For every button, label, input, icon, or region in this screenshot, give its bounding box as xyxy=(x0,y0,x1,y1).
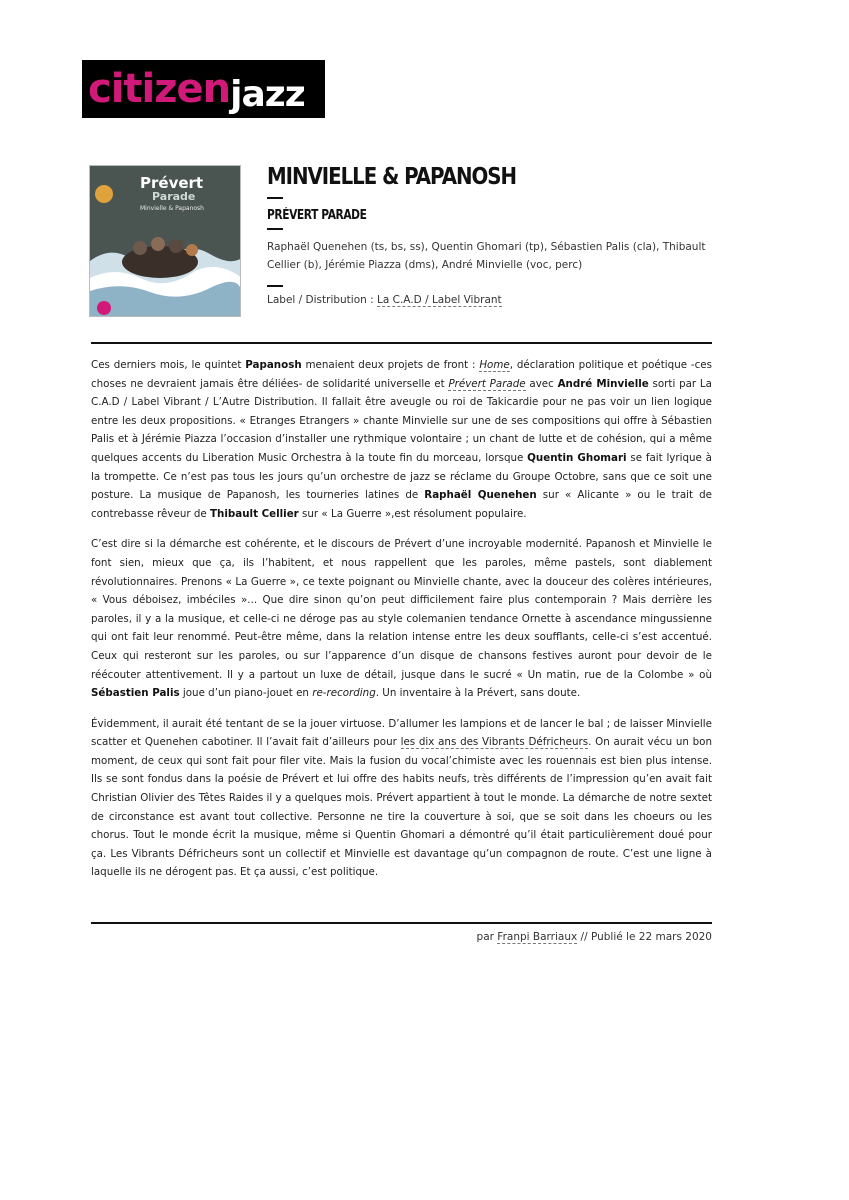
bold-name: Thibault Cellier xyxy=(210,507,299,520)
personnel-list: Raphaël Quenehen (ts, bs, ss), Quentin Ghomari (tp), Sébastien Palis (cla), Thibault Cellier (b), Jérémie Piazza (dms), André Minvielle (voc, perc) xyxy=(267,241,706,271)
text: sur « La Guerre »,est résolument populaire. xyxy=(298,507,527,520)
link-prevert-parade[interactable]: Prévert Parade xyxy=(448,377,526,390)
title-dash xyxy=(267,197,283,199)
text: . On aurait vécu un bon moment, de ceux qui sont fait pour filer vite. Mais la fusion du vocal’chimiste avec les rouennais est bien plus intense. Ils se sont fondus dans la poésie de Prévert et lui offre des habits neufs, très différents de l’impression qu’en avait fait Christian Olivier des Têtes Raides il y a quelques mois. Prévert appartient à tout le monde. La démarche de notre sextet de circonstance est avant tout collective. Personne ne tire la couverture à soi, que se soit dans les choeurs ou les chorus. Tout le monde écrit la musique, même si Quentin Ghomari a démontré qu’il était particulièrement doué pour ça. Les Vibrants Défricheurs sont un collectif et Minvielle est davantage qu’un compagnon de route. C’est une ligne à laquelle ils ne dérogent pas. Et ça aussi, c’est politique. xyxy=(91,736,713,879)
site-logo[interactable] xyxy=(82,60,325,118)
byline-prefix: par xyxy=(476,931,498,943)
author-link[interactable]: Franpi Barriaux xyxy=(497,931,578,943)
byline xyxy=(477,931,712,943)
link-vibrants-defricheurs[interactable]: les dix ans des Vibrants Défricheurs xyxy=(400,736,589,749)
label-prefix: Label / Distribution : xyxy=(267,294,378,306)
publish-date: // Publié le 22 mars 2020 xyxy=(577,931,712,943)
text: sorti par La C.A.D / Label Vibrant / L’Autre Distribution. Il fallait être aveugle ou roi de Takicardie pour ne pas voir un lien logique entre les deux propositions. « Etranges Etrangers » chante Minvielle sur une de ses compositions qui offre à Sébastien Palis et à Jérémie Piazza l’occasion d’installer une rythmique volontaire ; un chant de lutte et de cohésion, qui a même quelques accents du Liberation Music Orchestra à la toute fin du morceau, lorsque xyxy=(91,377,712,464)
text: C’est dire si la démarche est cohérente, et le discours de Prévert d’une incroyable modernité. Papanosh et Minvielle le font sien, mieux que ça, ils l’habitent, et nous rappellent que les paroles, même pastels, sont diablement révolutionnaires. Prenons « La Guerre », ce texte poignant ou Minvielle chante, avec la douceur des colères intérieures, « Vous déboisez, imbéciles »... Que dire sinon qu’on peut difficilement faire plus contemporain ? Mais derrière les paroles, il y a la musique, et celle-ci ne déroge pas au style colemanien tendance Ornette à ascendance mingussienne qui ont fait leur renommé. Peut-être même, dans la relation intense entre les deux soufflants, celle-ci s’est accentué. Ceux qui resteront sur les paroles, ou sur l’apparence d’un disque de chansons festives auront pour devoir de le réécouter attentivement. Il y a partout un luxe de détail, jusque dans le sucré « Un matin, rue de la Colombe » où xyxy=(91,538,712,681)
text: se fait lyrique à la trompette. Ce n’est pas tous les jours qu’un orchestre de jazz se réclame du Groupe Octobre, sans que ce soit une posture. La musique de Papanosh, les tourneries latines de xyxy=(91,451,712,502)
article-paragraph-3 xyxy=(91,715,712,882)
personnel-dash xyxy=(267,285,283,287)
label-distribution xyxy=(267,294,502,306)
bold-name: André Minvielle xyxy=(557,377,649,390)
bold-name: Raphaël Quenehen xyxy=(424,489,537,502)
text: , déclaration politique et poétique -ces choses ne devraient jamais être déliées- de solidarité universelle et xyxy=(91,359,712,390)
album-title: PRÉVERT PARADE xyxy=(267,208,367,223)
subtitle-dash xyxy=(267,228,283,230)
article-body xyxy=(91,356,712,894)
logo-text-jazz: jazz xyxy=(230,74,305,115)
text: avec xyxy=(525,377,558,390)
italic-term: re-recording xyxy=(312,687,376,700)
article-paragraph-2 xyxy=(91,535,712,702)
album-cover-subtitle: Parade xyxy=(152,190,196,203)
article-paragraph-1 xyxy=(91,356,712,523)
text: menaient deux projets de front : xyxy=(301,359,480,371)
label-link[interactable]: La C.A.D / Label Vibrant xyxy=(377,294,502,306)
album-artist-title: MINVIELLE & PAPANOSH xyxy=(267,164,517,190)
header-divider xyxy=(91,342,712,344)
text: . Un inventaire à la Prévert, sans doute. xyxy=(375,687,581,700)
bold-name: Sébastien Palis xyxy=(91,687,180,700)
footer-divider xyxy=(91,922,712,924)
text: Ces derniers mois, le quintet xyxy=(91,359,246,371)
text: joue d’un piano-jouet en xyxy=(179,687,313,700)
logo-text-citizen: citizen xyxy=(88,66,231,112)
text: sur « Alicante » ou le trait de contrebasse rêveur de xyxy=(91,489,713,520)
album-cover-title: Prévert xyxy=(140,174,204,192)
text: Évidemment, il aurait été tentant de se la jouer virtuose. D’allumer les lampions et de lancer le bal ; de laisser Minvielle scatter et Quenehen cabotiner. Il l’avait fait d’ailleurs pour xyxy=(91,717,712,749)
bold-name: Quentin Ghomari xyxy=(527,451,627,464)
bold-name: Papanosh xyxy=(245,359,302,371)
link-home[interactable]: Home xyxy=(479,359,510,371)
album-cover xyxy=(89,165,241,317)
album-cover-names: Minvielle & Papanosh xyxy=(140,205,204,212)
